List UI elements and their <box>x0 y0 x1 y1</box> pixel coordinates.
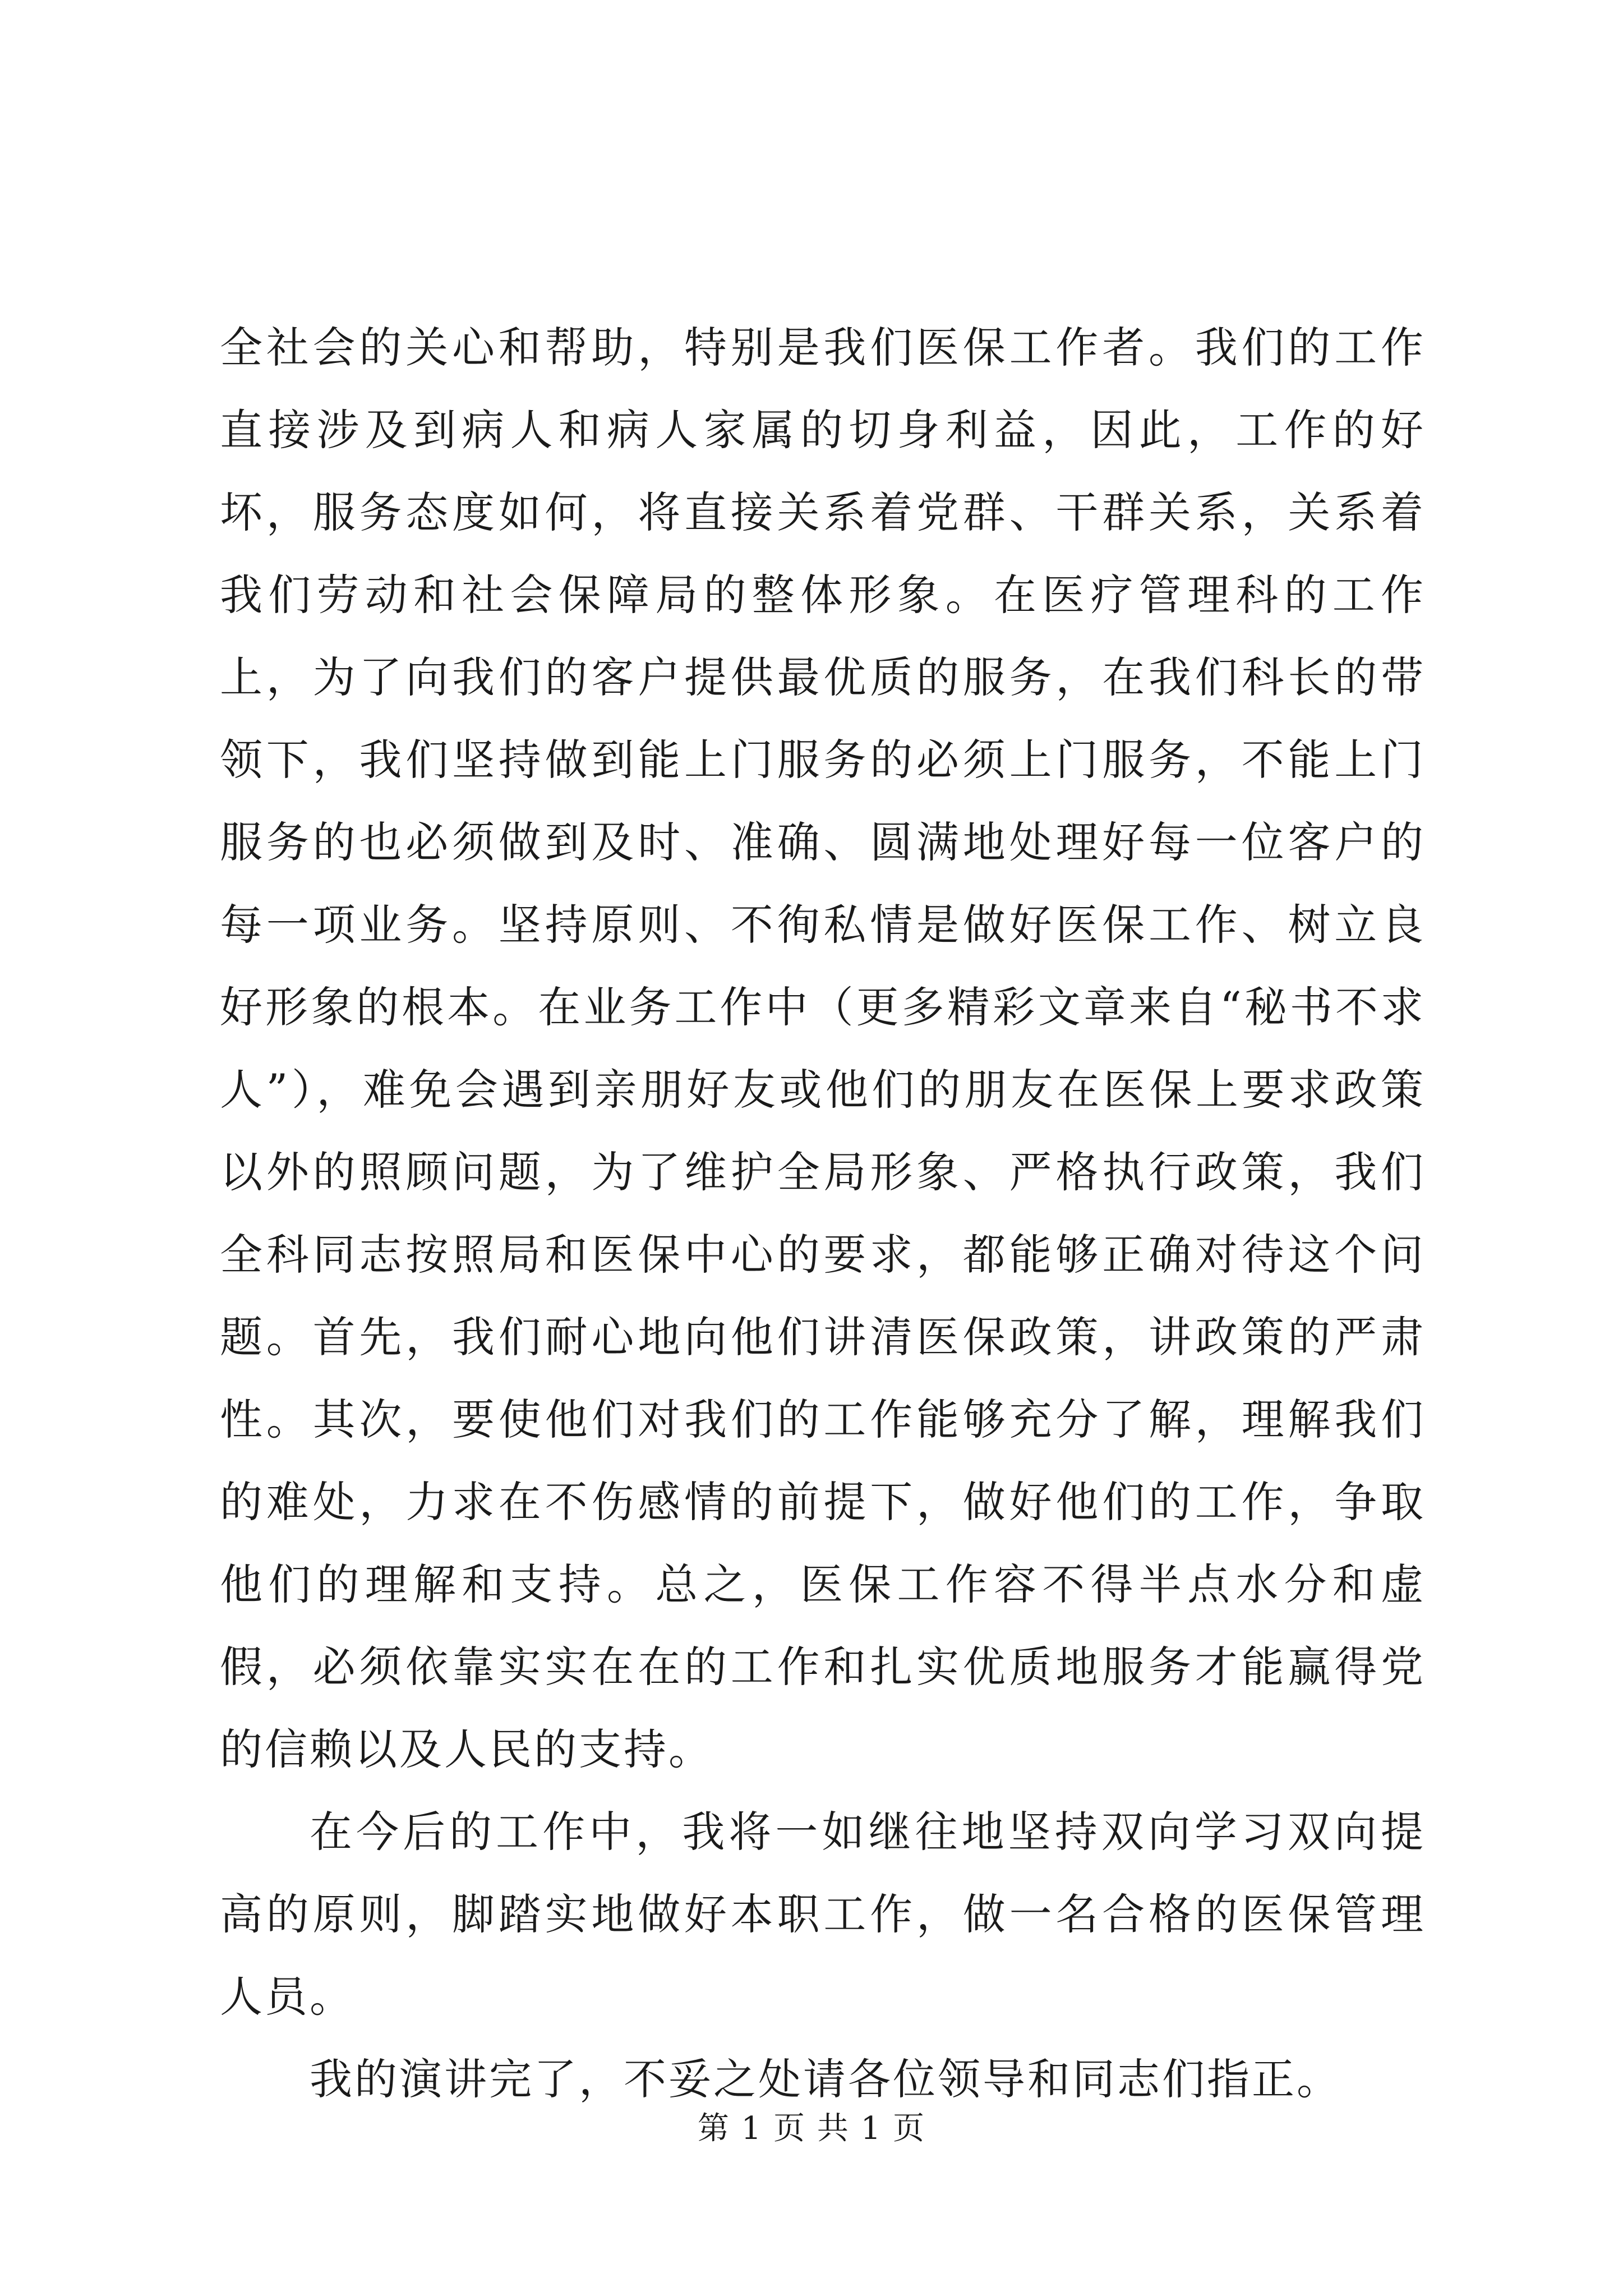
paragraph-closing: 我的演讲完了，不妥之处请各位领导和同志们指正。 <box>310 2054 1341 2104</box>
page-footer: 第 1 页 共 1 页 <box>697 2110 926 2147</box>
paragraph-continued: 全社会的关心和帮助，特别是我们医保工作者。我们的工作直接涉及到病人和病人家属的切身利益，因此，工作的好坏，服务态度如何，将直接关系着党群、干群关系，关系着我们劳动和社会保障局的整体形象。在医疗管理科的工作上，为了向我们的客户提供最优质的服务，在我们科长的带领下，我们坚持做到能上门服务的必须上门服务，不能上门服务的也必须做到及时、准确、圆满地处理好每一位客户的每一项业务。坚持原则、不徇私情是做好医保工作、树立良好形象的根本。在业务工作中（更多精彩文章来自“秘书不求人”），难免会遇到亲朋好友或他们的朋友在医保上要求政策以外的照顾问题，为了维护全局形象、严格执行政策，我们全科同志按照局和医保中心的要求，都能够正确对待这个问题。首先，我们耐心地向他们讲清医保政策，讲政策的严肃性。其次，要使他们对我们的工作能够充分了解，理解我们的难处，力求在不伤感情的前提下，做好他们的工作，争取他们的理解和支持。总之，医保工作容不得半点水分和虚假，必须依靠实实在在的工作和扎实优质地服务才能赢得党的信赖以及人民的支持。 <box>220 323 1426 1774</box>
paragraph-future-work: 在今后的工作中，我将一如继往地坚持双向学习双向提高的原则，脚踏实地做好本职工作，做一名合格的医保管理人员。 <box>220 1807 1426 2022</box>
document-body <box>220 306 1426 2120</box>
